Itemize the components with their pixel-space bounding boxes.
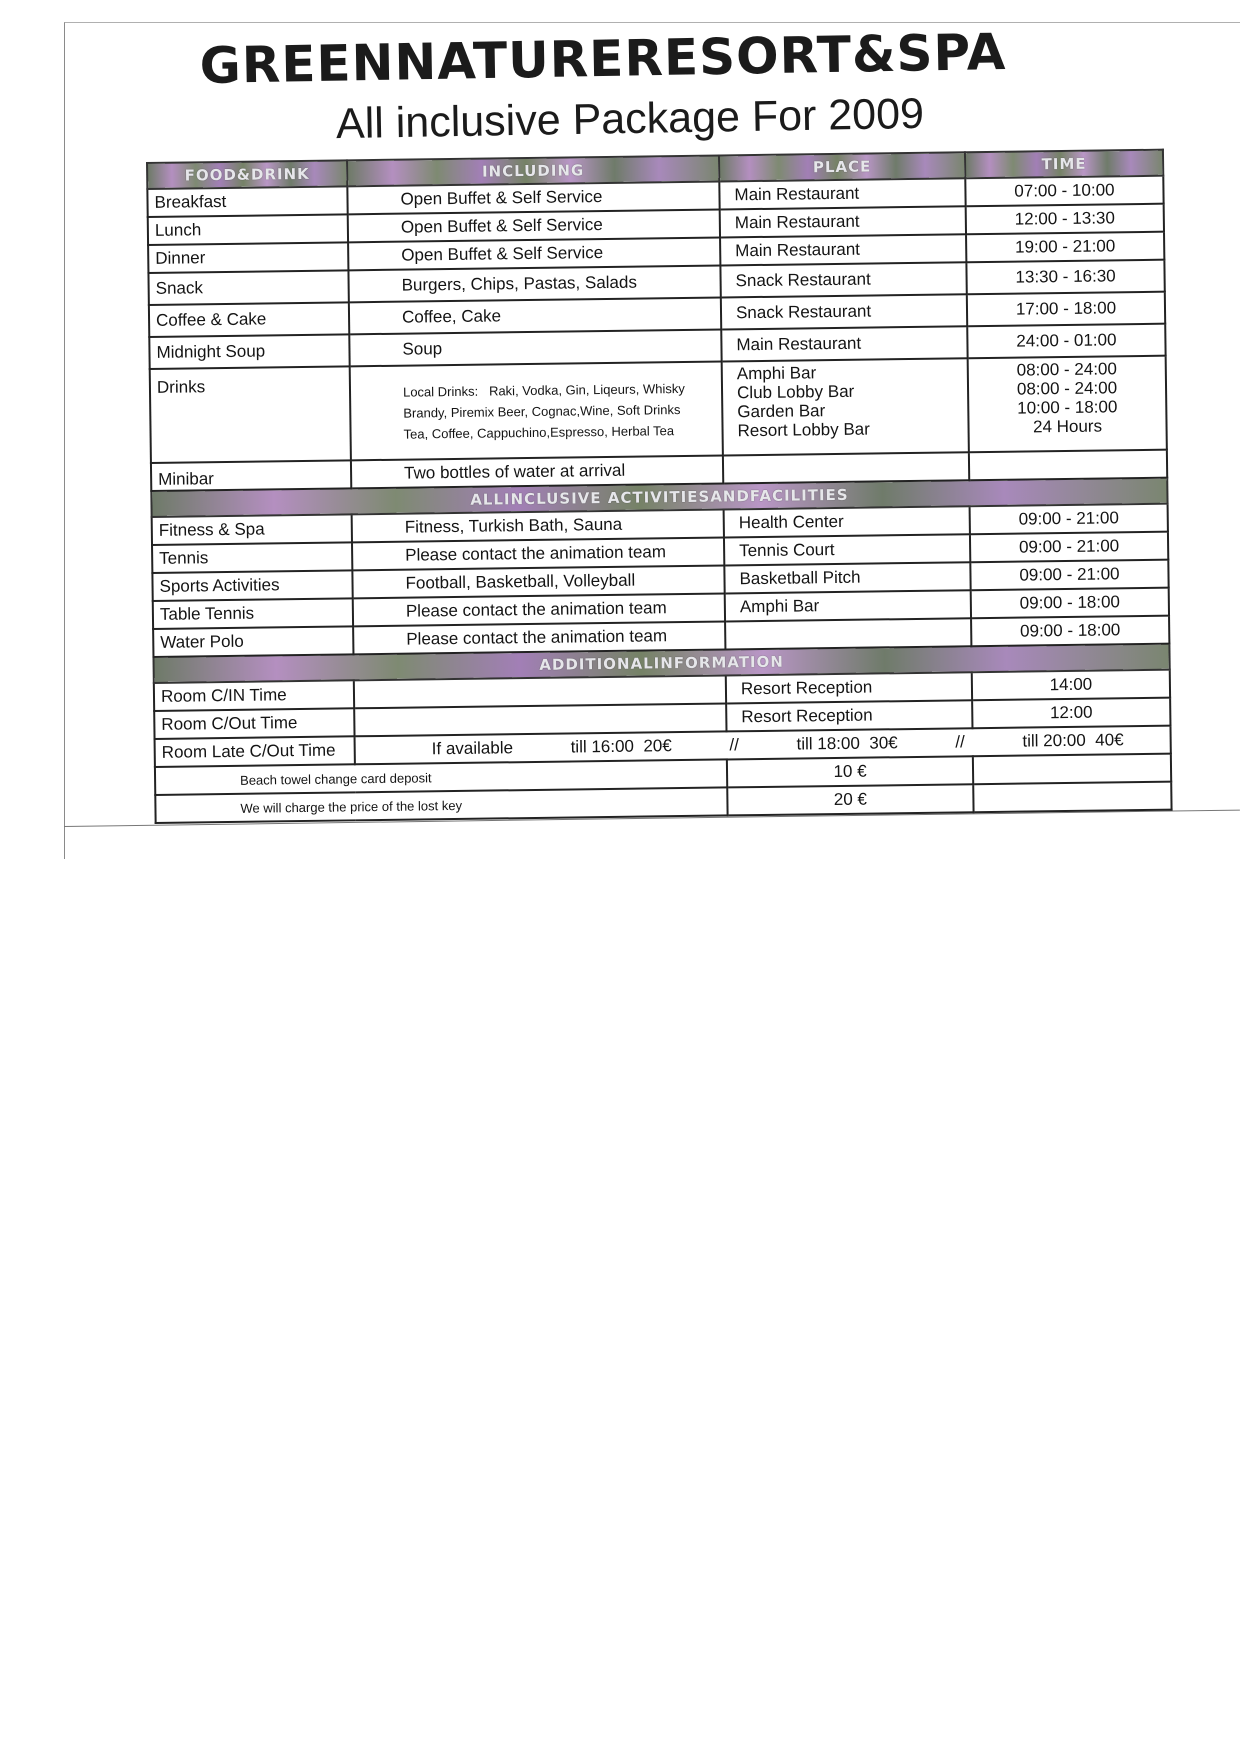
time-cell: 13:30 - 16:30 — [966, 260, 1164, 295]
place-line: Garden Bar — [737, 401, 826, 422]
including-cell: Open Buffet & Self Service — [348, 209, 720, 242]
drinks-row — [150, 356, 1167, 463]
item-cell: Tennis — [152, 542, 352, 573]
time-cell: 09:00 - 18:00 — [971, 588, 1169, 619]
place-cell: Basketball Pitch — [724, 562, 970, 593]
item-cell: Sports Activities — [152, 570, 352, 601]
item-cell: Dinner — [148, 242, 348, 273]
item-cell: Lunch — [148, 214, 348, 245]
late-separator: // — [955, 732, 965, 752]
time-line: 24 Hours — [1032, 416, 1103, 437]
time-cell: 17:00 - 18:00 — [967, 292, 1165, 327]
item-cell: Snack — [148, 270, 348, 305]
key-label: We will charge the price of the lost key — [155, 787, 727, 822]
header-place: PLACE — [719, 152, 965, 181]
item-cell: Breakfast — [147, 186, 347, 217]
item-cell: Coffee & Cake — [149, 302, 349, 337]
place-cell: Main Restaurant — [720, 234, 966, 265]
drinks-times-cell — [968, 356, 1167, 453]
place-cell: Amphi Bar — [725, 590, 971, 621]
towel-label: Beach towel change card deposit — [155, 759, 727, 794]
time-cell: 09:00 - 18:00 — [971, 616, 1169, 647]
time-cell — [973, 782, 1171, 813]
time-cell — [969, 450, 1167, 481]
place-cell: Snack Restaurant — [720, 262, 966, 297]
place-line: Amphi Bar — [736, 363, 817, 384]
time-cell: 12:00 - 13:30 — [966, 204, 1164, 235]
place-cell — [725, 618, 971, 649]
including-cell: Burgers, Chips, Pastas, Salads — [348, 265, 720, 302]
including-cell: Soup — [349, 329, 721, 366]
time-cell: 09:00 - 21:00 — [970, 504, 1168, 535]
place-cell: Health Center — [724, 506, 970, 537]
item-cell: Minibar — [151, 460, 351, 491]
place-cell: Resort Reception — [726, 672, 972, 703]
including-cell: Football, Basketball, Volleyball — [352, 565, 724, 598]
time-cell: 09:00 - 21:00 — [970, 560, 1168, 591]
including-cell: Fitness, Turkish Bath, Sauna — [352, 509, 724, 542]
time-cell — [973, 754, 1171, 785]
time-cell: 24:00 - 01:00 — [967, 324, 1165, 359]
time-cell: 09:00 - 21:00 — [970, 532, 1168, 563]
additional-header: ADDITIONALINFORMATION — [153, 644, 1169, 683]
item-cell: Room C/Out Time — [154, 708, 354, 739]
late-till: till 16:00 — [570, 736, 635, 757]
drinks-places-cell — [722, 358, 969, 455]
including-cell: Two bottles of water at arrival — [351, 455, 723, 488]
drinks-list-cell — [350, 361, 723, 460]
time-cell: 07:00 - 10:00 — [965, 176, 1163, 207]
header-time: TIME — [965, 150, 1163, 179]
item-cell: Drinks — [150, 366, 351, 463]
place-cell: Main Restaurant — [719, 178, 965, 209]
item-cell: Midnight Soup — [149, 334, 349, 369]
package-subtitle: All inclusive Package For 2009 — [335, 89, 925, 149]
item-cell: Water Polo — [153, 626, 353, 657]
drinks-line: Tea, Coffee, Cappuchino,Espresso, Herbal Tea — [403, 422, 675, 442]
late-till: till 20:00 — [1022, 730, 1086, 751]
including-cell: Open Buffet & Self Service — [348, 237, 720, 270]
header-food-drink: FOOD&DRINK — [147, 160, 347, 189]
time-cell: 14:00 — [972, 670, 1170, 701]
including-cell: Please contact the animation team — [353, 593, 725, 626]
drinks-line: Raki, Vodka, Gin, Liqeurs, Whisky — [488, 380, 685, 399]
item-cell: Table Tennis — [153, 598, 353, 629]
towel-value: 10 € — [727, 756, 973, 787]
time-line: 08:00 - 24:00 — [1016, 359, 1118, 380]
late-price: 40€ — [1095, 730, 1124, 750]
including-cell: Please contact the animation team — [353, 621, 725, 654]
place-cell: Main Restaurant — [721, 326, 967, 361]
place-line: Club Lobby Bar — [736, 381, 855, 403]
header-including: INCLUDING — [347, 155, 719, 186]
including-cell: Open Buffet & Self Service — [347, 181, 719, 214]
place-cell: Main Restaurant — [720, 206, 966, 237]
place-cell: Tennis Court — [724, 534, 970, 565]
late-price: 20€ — [643, 736, 672, 756]
activities-header: ALLINCLUSIVE ACTIVITIESANDFACILITIES — [151, 478, 1167, 517]
late-price: 30€ — [869, 733, 898, 753]
item-cell: Fitness & Spa — [152, 514, 352, 545]
time-cell: 12:00 — [972, 698, 1170, 729]
item-cell: Room C/IN Time — [154, 680, 354, 711]
including-cell: Coffee, Cake — [349, 297, 721, 334]
late-till: till 18:00 — [796, 733, 860, 754]
time-line: 10:00 - 18:00 — [1017, 397, 1118, 418]
place-cell: Resort Reception — [726, 700, 972, 731]
drinks-line: Brandy, Piremix Beer, Cognac,Wine, Soft Drinks — [403, 401, 681, 421]
place-cell: Snack Restaurant — [721, 294, 967, 329]
time-cell: 19:00 - 21:00 — [966, 232, 1164, 263]
late-separator: // — [729, 735, 740, 755]
item-cell: Room Late C/Out Time — [155, 736, 355, 767]
local-drinks-label: Local Drinks: — [402, 383, 479, 400]
including-cell: Please contact the animation team — [352, 537, 724, 570]
key-value: 20 € — [727, 784, 973, 815]
place-cell — [723, 452, 969, 483]
resort-title: GREENNATURERESORT&SPA — [199, 22, 1007, 96]
late-available: If available — [431, 738, 514, 759]
place-line: Resort Lobby Bar — [737, 419, 870, 441]
package-table — [146, 149, 1171, 824]
time-line: 08:00 - 24:00 — [1016, 378, 1118, 399]
